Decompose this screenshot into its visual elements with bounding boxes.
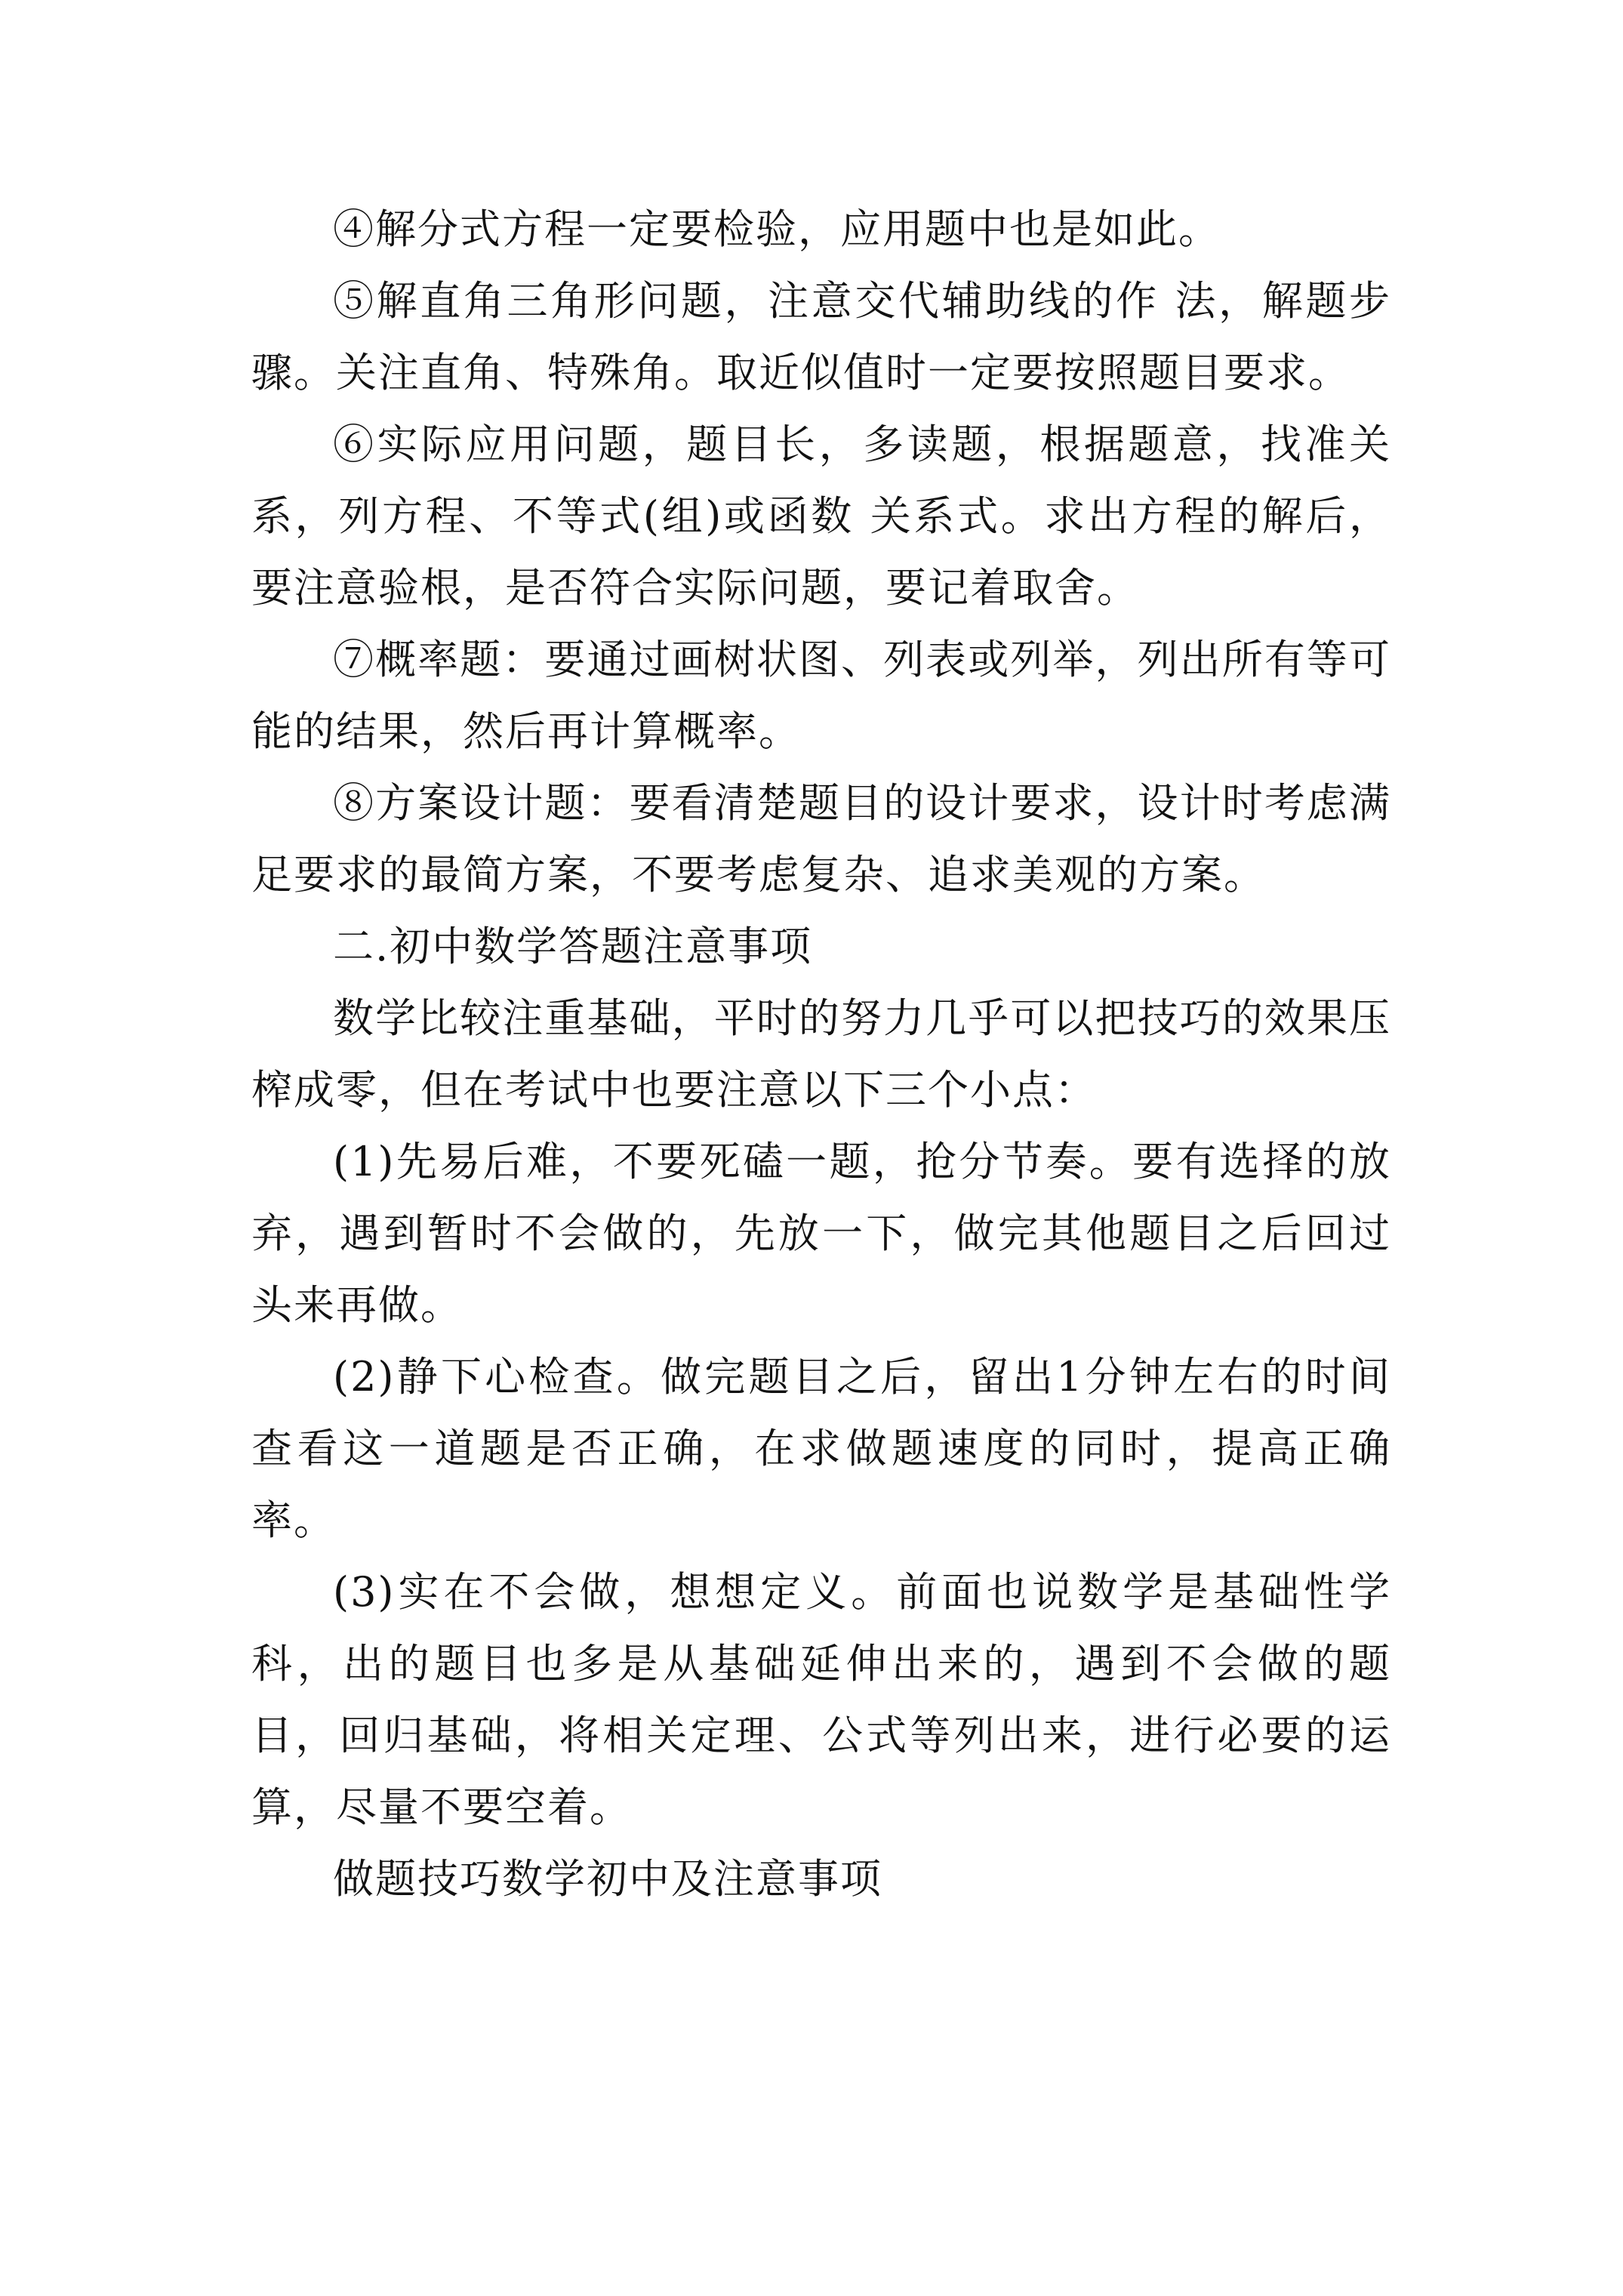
paragraph-fractional-equation: ④解分式方程一定要检验，应用题中也是如此。 bbox=[333, 205, 1221, 253]
paragraph-intro: 数学比较注重基础，平时的努力几乎可以把技巧的效果压榨成零，但在考试中也要注意以下三个小点： bbox=[251, 994, 1391, 1114]
paragraph-tip-2: (2)静下心检查。做完题目之后，留出1分钟左右的时间查看这一道题是否正确，在求做题速度的同时，提高正确率。 bbox=[251, 1353, 1391, 1544]
closing-title: 做题技巧数学初中及注意事项 bbox=[333, 1855, 882, 1903]
paragraph-tip-1: (1)先易后难，不要死磕一题，抢分节奏。要有选择的放弃，遇到暂时不会做的，先放一下，做完其他题目之后回过头来再做。 bbox=[251, 1138, 1391, 1329]
paragraph-tip-3: (3)实在不会做，想想定义。前面也说数学是基础性学科，出的题目也多是从基础延伸出来的，遇到不会做的题目，回归基础，将相关定理、公式等列出来，进行必要的运算，尽量不要空着。 bbox=[251, 1568, 1391, 1831]
section-heading: 二.初中数学答题注意事项 bbox=[333, 923, 813, 970]
document-body bbox=[251, 193, 1391, 1915]
paragraph-probability: ⑦概率题：要通过画树状图、列表或列举，列出所有等可能的结果，然后再计算概率。 bbox=[251, 636, 1391, 755]
paragraph-word-problem: ⑥实际应用问题，题目长，多读题，根据题意，找准关系，列方程、不等式(组)或函数 关系式。求出方程的解后，要注意验根，是否符合实际问题，要记着取舍。 bbox=[251, 421, 1391, 612]
paragraph-right-triangle: ⑤解直角三角形问题，注意交代辅助线的作 法，解题步骤。关注直角、特殊角。取近似值时一定要按照题目要求。 bbox=[251, 277, 1391, 396]
paragraph-design-problem: ⑧方案设计题：要看清楚题目的设计要求，设计时考虑满足要求的最简方案，不要考虑复杂、追求美观的方案。 bbox=[251, 779, 1391, 898]
